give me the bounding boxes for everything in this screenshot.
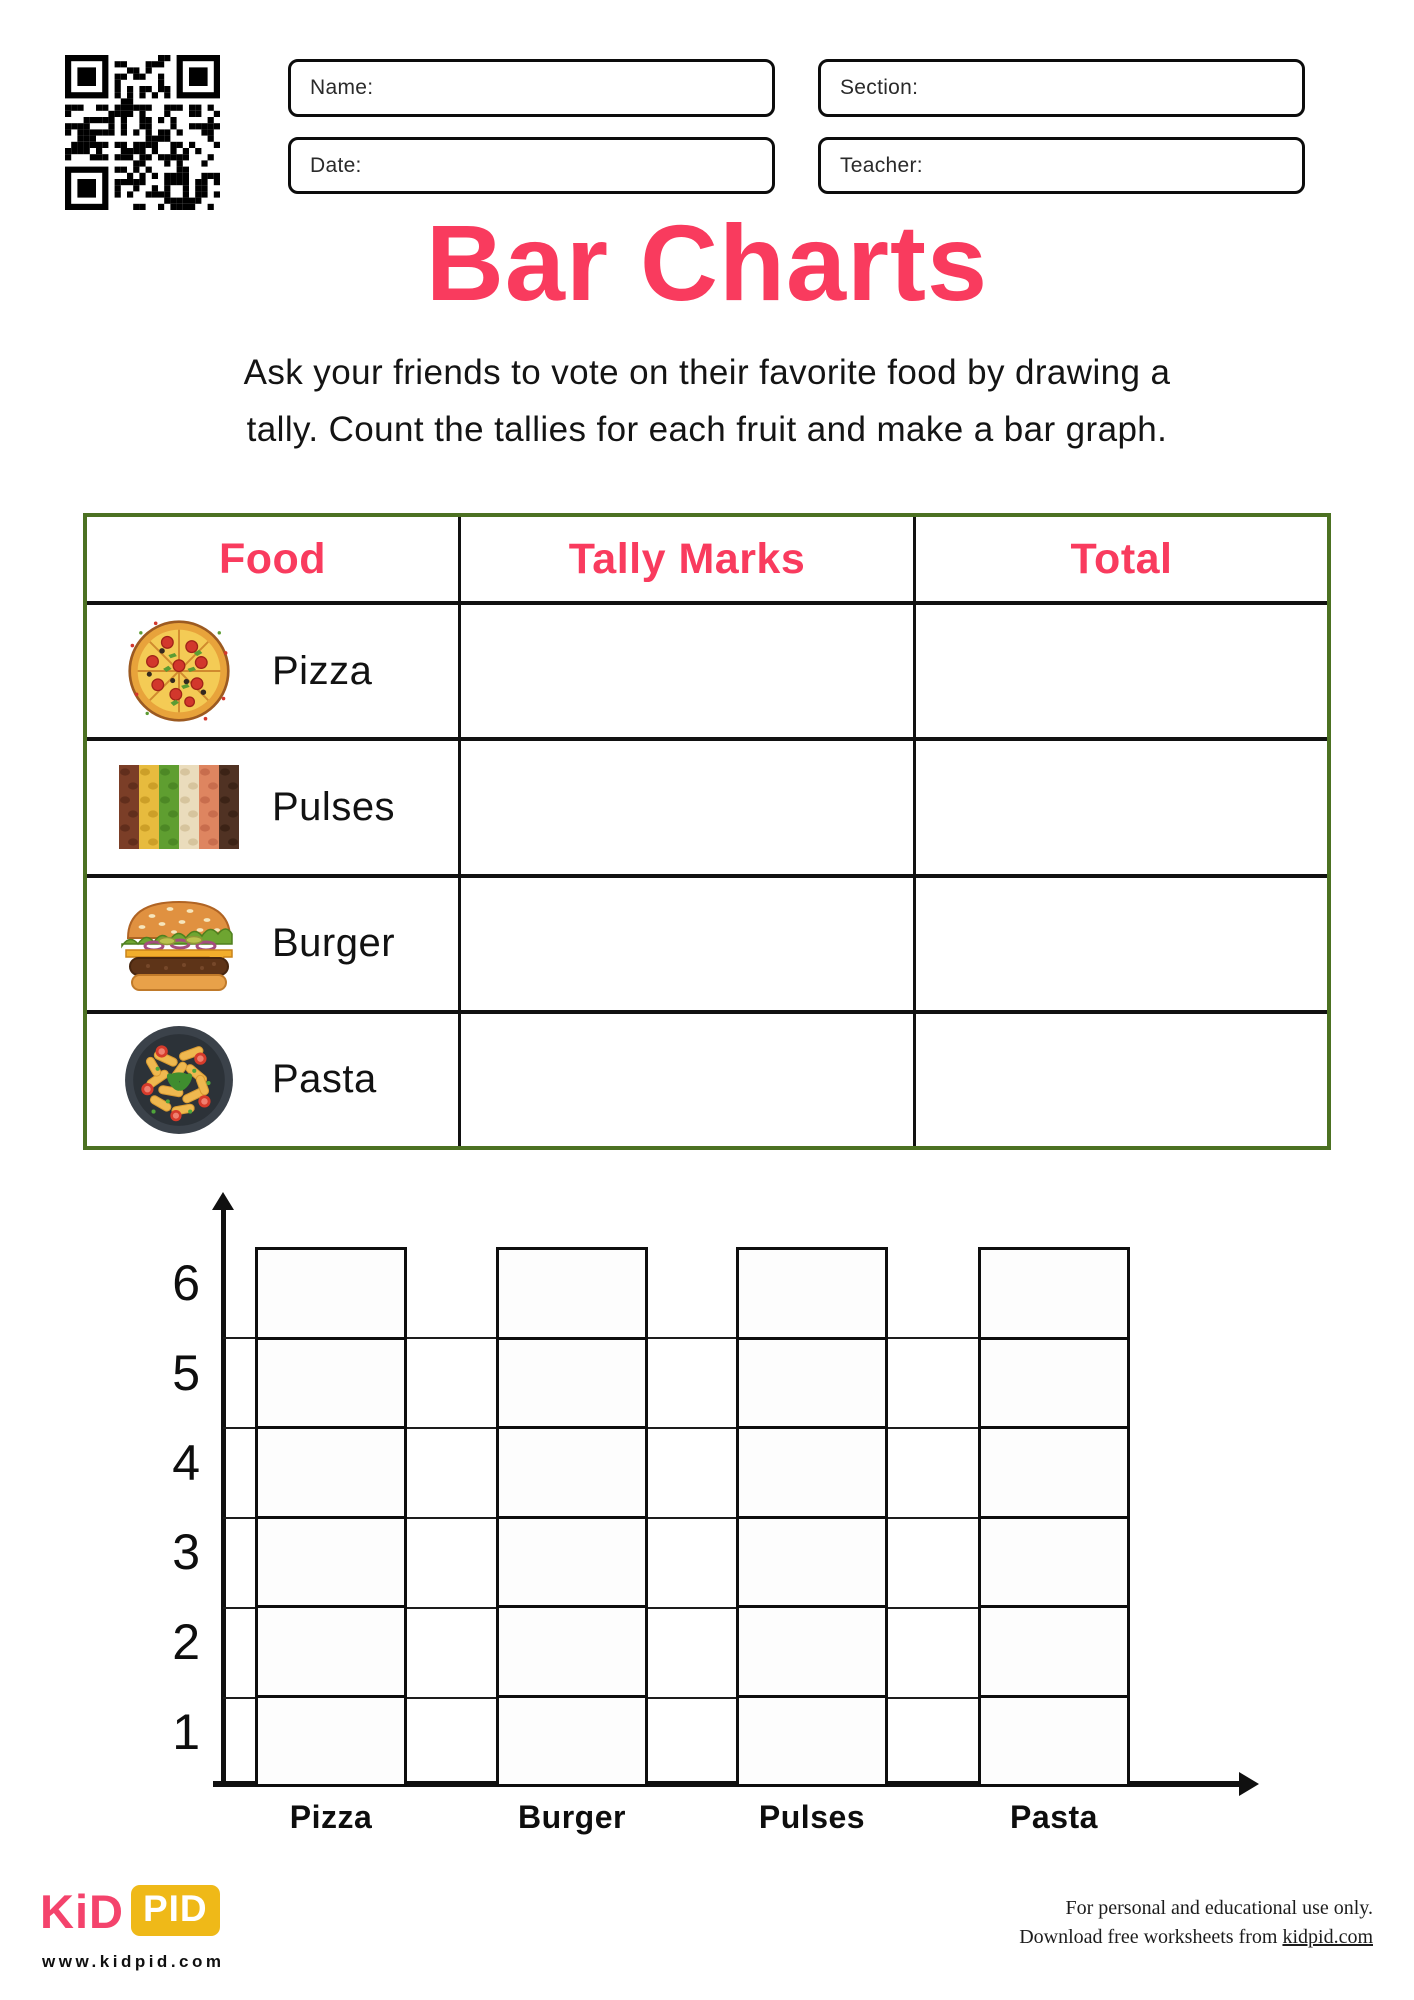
page-title: Bar Charts bbox=[425, 202, 989, 323]
chart-y-axis bbox=[221, 1210, 226, 1787]
food-label-pasta: Pasta bbox=[272, 1057, 377, 1102]
y-tick-label-6: 6 bbox=[172, 1255, 200, 1311]
date-field-label: Date: bbox=[310, 153, 362, 177]
qr-code bbox=[65, 55, 220, 210]
y-tick-label-2: 2 bbox=[172, 1614, 200, 1670]
food-label-pulses: Pulses bbox=[272, 784, 396, 829]
chart-cell-pulses-1[interactable] bbox=[736, 1695, 888, 1788]
x-axis-label-pizza: Pizza bbox=[289, 1799, 373, 1835]
chart-cell-pizza-4[interactable] bbox=[255, 1426, 407, 1519]
instructions-line1: Ask your friends to vote on their favorite food by drawing a bbox=[243, 353, 1171, 392]
chart-column-burger bbox=[496, 1247, 648, 1787]
chart-cell-pasta-2[interactable] bbox=[978, 1605, 1130, 1698]
chart-cell-burger-2[interactable] bbox=[496, 1605, 648, 1698]
chart-cell-pasta-4[interactable] bbox=[978, 1426, 1130, 1519]
table-header-row bbox=[87, 517, 1327, 601]
tally-cell-pasta[interactable] bbox=[458, 1014, 913, 1146]
chart-cell-pulses-5[interactable] bbox=[736, 1337, 888, 1430]
y-tick-label-3: 3 bbox=[172, 1524, 200, 1580]
teacher-field-label: Teacher: bbox=[840, 153, 923, 177]
chart-cell-pulses-2[interactable] bbox=[736, 1605, 888, 1698]
food-cell-burger bbox=[87, 878, 458, 1010]
food-cell-pasta bbox=[87, 1014, 458, 1146]
footer-line2 bbox=[1019, 1923, 1373, 1952]
food-cell-pizza bbox=[87, 605, 458, 737]
chart-cell-pulses-4[interactable] bbox=[736, 1426, 888, 1519]
y-tick-label-5: 5 bbox=[172, 1345, 200, 1401]
chart-cell-pasta-3[interactable] bbox=[978, 1516, 1130, 1609]
pizza-image bbox=[114, 618, 244, 724]
tally-cell-pizza[interactable] bbox=[458, 605, 913, 737]
chart-cell-burger-4[interactable] bbox=[496, 1426, 648, 1519]
total-column-header: Total bbox=[913, 517, 1327, 601]
table-row-pasta bbox=[87, 1010, 1327, 1146]
chart-cell-pasta-1[interactable] bbox=[978, 1695, 1130, 1788]
table-row-pizza bbox=[87, 601, 1327, 737]
chart-column-pizza bbox=[255, 1247, 407, 1787]
tally-table bbox=[83, 513, 1331, 1150]
website-url: www.kidpid.com bbox=[42, 1952, 225, 1971]
chart-cell-pizza-6[interactable] bbox=[255, 1247, 407, 1340]
date-field[interactable] bbox=[288, 137, 775, 194]
x-axis-label-burger: Burger bbox=[518, 1799, 626, 1835]
table-row-pulses bbox=[87, 737, 1327, 873]
total-cell-pasta[interactable] bbox=[913, 1014, 1327, 1146]
chart-cell-burger-1[interactable] bbox=[496, 1695, 648, 1788]
pulses-image bbox=[114, 765, 244, 849]
name-field[interactable] bbox=[288, 59, 775, 117]
chart-cell-pizza-1[interactable] bbox=[255, 1695, 407, 1788]
total-cell-pulses[interactable] bbox=[913, 741, 1327, 873]
total-cell-pizza[interactable] bbox=[913, 605, 1327, 737]
footer-usage-note bbox=[1019, 1894, 1373, 1952]
kidpid-logo bbox=[40, 1884, 220, 1939]
chart-column-pulses bbox=[736, 1247, 888, 1787]
chart-cell-pulses-6[interactable] bbox=[736, 1247, 888, 1340]
chart-cell-burger-5[interactable] bbox=[496, 1337, 648, 1430]
chart-cell-pizza-5[interactable] bbox=[255, 1337, 407, 1430]
footer-line1: For personal and educational use only. bbox=[1065, 1897, 1373, 1919]
tally-cell-burger[interactable] bbox=[458, 878, 913, 1010]
chart-cell-burger-3[interactable] bbox=[496, 1516, 648, 1609]
tally-cell-pulses[interactable] bbox=[458, 741, 913, 873]
chart-column-pasta bbox=[978, 1247, 1130, 1787]
chart-cell-burger-6[interactable] bbox=[496, 1247, 648, 1340]
name-field-label: Name: bbox=[310, 76, 374, 99]
food-cell-pulses bbox=[87, 741, 458, 873]
chart-cell-pasta-5[interactable] bbox=[978, 1337, 1130, 1430]
x-axis-label-pasta: Pasta bbox=[1010, 1799, 1098, 1835]
section-field[interactable] bbox=[818, 59, 1305, 117]
x-axis-label-pulses: Pulses bbox=[758, 1799, 866, 1835]
chart-cell-pizza-2[interactable] bbox=[255, 1605, 407, 1698]
food-label-pizza: Pizza bbox=[272, 648, 373, 693]
instructions-line2: tally. Count the tallies for each fruit and make a bar graph. bbox=[246, 410, 1168, 449]
logo-kid-text: KiD bbox=[40, 1885, 124, 1938]
food-column-header: Food bbox=[218, 534, 327, 583]
total-cell-burger[interactable] bbox=[913, 878, 1327, 1010]
section-field-label: Section: bbox=[840, 76, 919, 99]
x-axis-arrow-icon bbox=[1239, 1772, 1259, 1796]
chart-cell-pasta-6[interactable] bbox=[978, 1247, 1130, 1340]
kidpid-link[interactable]: kidpid.com bbox=[1282, 1926, 1373, 1948]
instructions-text bbox=[0, 344, 1414, 458]
logo-pid-badge: PID bbox=[131, 1885, 220, 1936]
table-row-burger bbox=[87, 874, 1327, 1010]
tally-column-header: Tally Marks bbox=[458, 517, 913, 601]
y-axis-arrow-icon bbox=[212, 1192, 234, 1210]
burger-image bbox=[114, 892, 244, 996]
pasta-image bbox=[114, 1024, 244, 1136]
food-label-burger: Burger bbox=[272, 921, 396, 966]
chart-cell-pizza-3[interactable] bbox=[255, 1516, 407, 1609]
y-tick-label-4: 4 bbox=[172, 1435, 200, 1491]
footer-line2-prefix: Download free worksheets from bbox=[1019, 1926, 1283, 1948]
chart-cell-pulses-3[interactable] bbox=[736, 1516, 888, 1609]
y-tick-label-1: 1 bbox=[172, 1704, 200, 1760]
teacher-field[interactable] bbox=[818, 137, 1305, 194]
